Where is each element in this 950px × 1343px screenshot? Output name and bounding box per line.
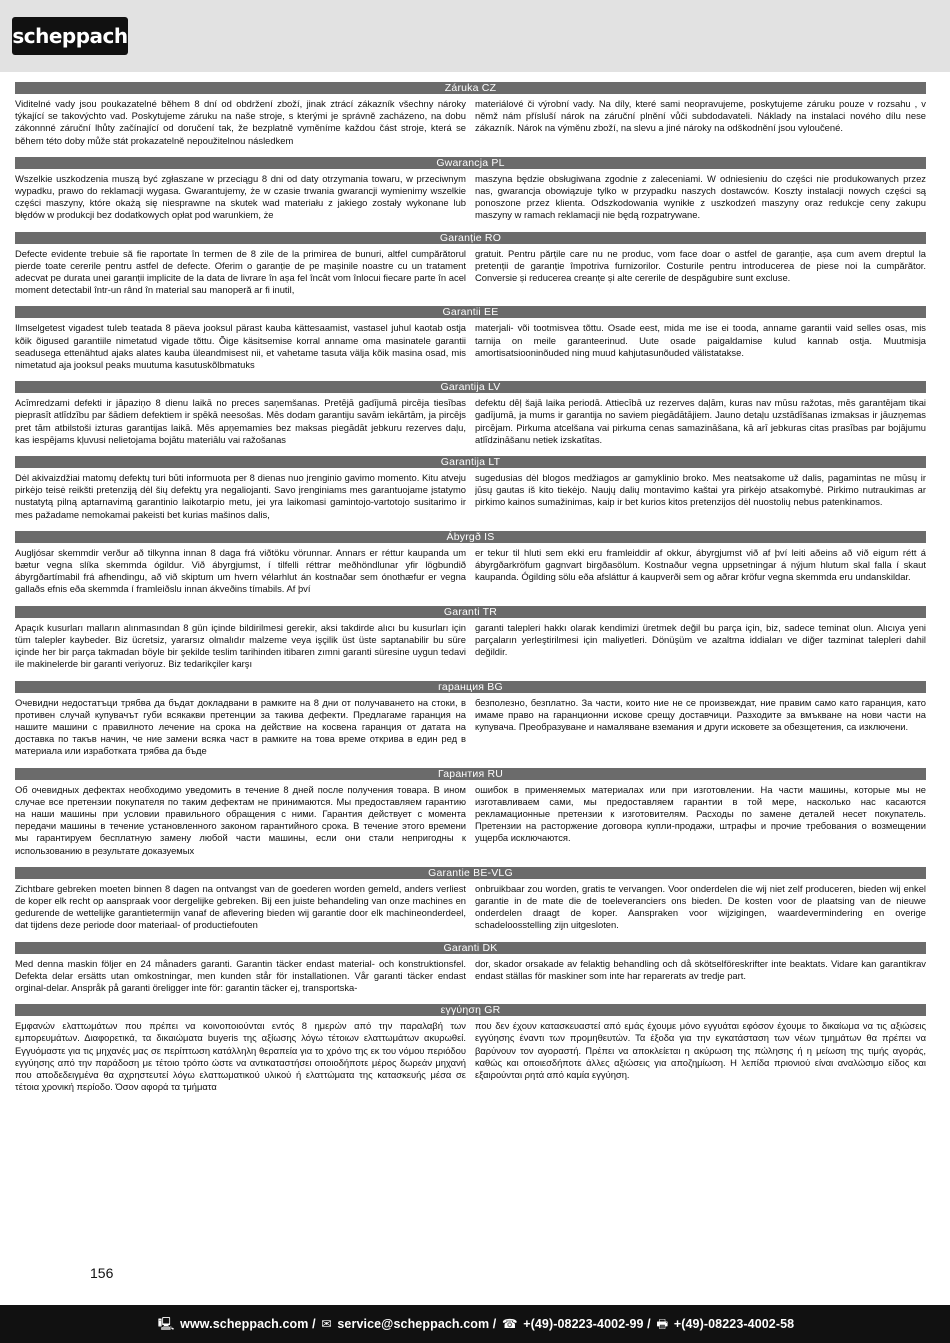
section-title: Garanti DK [15,942,926,954]
page-number: 156 [90,1265,114,1281]
section-text-left: Dėl akivaizdžiai matomų defektų turi būti informuota per 8 dienas nuo įrenginio gavimo momento. Kitu atveju pirkėjo teisė reikšti pretenziją dėl šių defektų yra negaliojanti. Savo įrenginiams mes garantuojame įstatymo nustatytą pilną aptarnavimą garantinio laikotarpio metu, jei yra laikomasi gamintojo-vartotojo susitarimo ir mes pažadame nemokamai pakeisti bet kurias mašinos dalis, [15,472,466,520]
warranty-section-be-vlg [15,867,926,932]
section-text-left: Wszelkie uszkodzenia muszą być zgłaszane w przeciągu 8 dni od daty otrzymania towaru, w przeciwnym wypadku, prawo do reklamacji wygasa. Gwarantujemy, że w czasie trwania gwarancji wymienimy wszelkie części maszyny, które okażą się niesprawne na skutek wad materiału z jakiego zostały wykonane lub błędów w produkcji bez dodatkowych opłat pod warunkiem, że [15,172,466,221]
section-text-right: gratuit. Pentru părțile care nu ne produc, vom face doar o astfel de garanție, așa cum avem dreptul la pretenții de garanție împotriva furnizorilor. Costurile pentru introducerea de piese noi la cumpărător. Conversie și reducerea creanțe și alte cererile de despăgubire sunt excluse. [475,247,926,284]
mail-icon: ✉ [321,1317,332,1331]
section-text-left: Viditelné vady jsou poukazatelné během 8 dní od obdržení zboží, jinak ztrácí zákazník všechny nároky týkající se takovýchto vad. Poskytujeme záruku na naše stroje, s kterými je správně zacházeno, na dobu zákonnné záruční lhůty začínající od doručení tak, že bezplatně vyměníme každou část stroje, která se během této doby může stát prokazatelně nepoužitelnou následkem [15,98,466,146]
section-title: Záruka CZ [15,82,926,94]
section-text-left: Apaçık kusurları malların alınmasından 8 gün içinde bildirilmesi gerekir, aksi takdirde alıcı bu kusurları için tüm talepler kaybeder. Biz ücretsiz, yararsız olmalıdır malzeme veya işçilik üst üste saptanabilir bu süre içinde her bir parça takmadan böyle bir şekilde teslim tarihinden itibaren zımni garanti süresine uygun tedavi ile makinelerde bir garanti veriyoruz. Biz tedarikçiler karşı [15,621,466,670]
warranty-content [15,82,926,1103]
section-title: Ábyrgð IS [15,531,926,543]
section-title: εγγύηση GR [15,1004,926,1016]
section-text-right: maszyna będzie obsługiwana zgodnie z zaleceniami. W odniesieniu do części nie produkowanych przez nas, gwarancja obowiązuje tylko w przypadku naszych dostawców. Koszty instalacji nowych części są ponoszone przez klienta. Odszkodowania wynikłe z uszkodzeń maszyny oraz redukcje ceny zakupu maszyny w ramach reklamacji nie będą rozpatrywane. [475,172,926,221]
warranty-section-bg [15,681,926,758]
section-text-right: materiálové či výrobní vady. Na díly, které sami neopravujeme, poskytujeme záruku pouze v rozsahu , v němž nám přísluší nárok na záruční plnění vůči subdodavateli. Náklady na instalaci nového dílu nese zákazník. Nárok na výměnu zboží, na slevu a jiné nároky na odškodnění jsou vyloučené. [475,98,926,134]
computer-icon: 🖳 [157,1317,175,1331]
section-title: Garanție RO [15,232,926,244]
warranty-section-lv [15,381,926,446]
header-bar [0,0,950,72]
scheppach-logo: scheppach [12,17,128,55]
section-text-left: Med denna maskin följer en 24 månaders garanti. Garantin täcker endast material- och konstruktionsfel. Defekta delar ersätts utan omkostningar, men kunden står för installationen. Vår garanti täcker endast orginal-delar. Anspråk på garanti öreligger inte för: garantin täcker ej, transportska- [15,957,466,993]
warranty-section-ee [15,306,926,371]
section-title: Garantii EE [15,306,926,318]
website-link[interactable]: www.scheppach.com / [180,1317,316,1331]
section-text-left: Εμφανών ελαττωμάτων που πρέπει να κοινοποιούνται εντός 8 ημερών από την παραλαβή των εμπορευμάτων. Διαφορετικά, τα δικαιώματα buyeris της αξίωσης λόγω τέτοιων ελαττωμάτων ακυρωθεί. Εγγυόμαστε για τις μηχανές μας σε περίπτωση κατάλληλη θεραπεία για το χρόνο της εκ του νόμου περιόδου εγγύησης από την παράδοση με τέτοιο τρόπο ώστε να αντικαταστήσει οποιοδήποτε μέρος δωρεάν μηχανή που αποδεδειγμένα θα αχρηστευτεί λόγω ελαττωματικού υλικού ή ελαττώματα της κατασκευής μέσα σε τέτοια χρονική περίοδο. Όσον αφορά τα τμήματα [15,1020,466,1093]
warranty-section-ru [15,768,926,857]
section-title: Garantija LT [15,456,926,468]
warranty-section-pl [15,157,926,222]
phone-number: +(49)-08223-4002-99 / [523,1317,651,1331]
warranty-section-gr [15,1004,926,1093]
section-text-right: που δεν έχουν κατασκευαστεί από εμάς έχουμε μόνο εγγυάται εφόσον έχουμε το δικαίωμα να τις αξιώσεις εγγύησης έναντι των προμηθευτών. Τα έξοδα για την εγκατάσταση των νέων τμημάτων θα πρέπει να βαρύνουν τον αγοραστή. Πρέπει να αποκλείεται η ακύρωση της πώλησης ή η μείωση της τιμής αγοράς, καθώς και οποιεσδήποτε άλλες αξιώσεις για αποζημίωση. Η λεπίδα πριονιού είναι αναλώσιμο είδος και εξαιρούνται ρητά από καμία εγγύηση. [475,1020,926,1080]
fax-number: +(49)-08223-4002-58 [673,1317,795,1331]
warranty-section-is [15,531,926,596]
section-text-left: Очевидни недостатъци трябва да бъдат докладвани в рамките на 8 дни от получаването на стоки, в противен случай купувачът губи всякакви претенции за такива дефекти. Предлагаме гаранция на нашите машини с правилното лечение на срока на действие на косвена гаранция от датата на доставка по такъв начин, че ние замени всяка част в рамките на това време откривa в един ред в материала или изработката трябва да бъде [15,696,466,757]
warranty-section-tr [15,606,926,671]
email-link[interactable]: service@scheppach.com / [337,1317,497,1331]
section-text-left: Ilmselgetest vigadest tuleb teatada 8 päeva jooksul pärast kauba kättesaamist, vastasel juhul kaotab ostja kõik õigused garantiile nimetatud vigade tõttu. Õige käsitsemise korral anname oma masinatele garantii seadusega ettenähtud ajaks alates kauba üleandmisest nii, et vahetame tasuta välja kõik masina osad, mis nimetatud aja jooksul peaks muutuma kasutuskõlbmatuks [15,322,466,371]
section-text-right: defektu dēļ šajā laika periodā. Attiecībā uz rezerves daļām, kuras nav mūsu ražotas, mēs garantējam tikai gadījumā, ja mums ir garantija no saviem piegādātājiem. Jauno detaļu uzstādīšanas izmaksas ir jāuzņemas pircējam. Pirkuma atcelšana vai pirkuma cenas samazināšana, kā arī jebkuras citas prasības par bojājumu atlīdzināšanu netiek izskatītas. [475,397,926,445]
warranty-section-ro [15,232,926,297]
section-title: Гарантия RU [15,768,926,780]
section-text-right: безполезно, безплатно. За части, които ние не се произвеждат, ние правим само като гаранция, като имаме право на гаранционни искове срещу доставчици. Разходите за вмъкване на нови части на купувача. Преобразуване и намаляване вземания и други исковете за обезщетения, са изключени. [475,696,926,732]
warranty-section-dk [15,942,926,995]
section-text-left: Augljósar skemmdir verður að tilkynna innan 8 daga frá viðtöku vörunnar. Annars er réttur kaupanda um bætur vegna slíka skemmda ógildur. Við ábyrgjumst, í tilfelli réttrar meðhöndlunar yfir lögbundið ábyrgðartímabil frá afhendingu, að við skiptum um hvern vélarhlut án kostnaðar sem ónothæfur er vegna gallaðs efnis eða skemmda í framleiðslu innan ákveðins tímabils. Af því [15,546,466,595]
section-text-left: Defecte evidente trebuie să fie raportate în termen de 8 zile de la primirea de bunuri, altfel cumpărătorul pierde toate cererile pentru astfel de defecte. Oferim o garanție de pe mașinile noastre cu un tratament adecvat pe durata unei garanții implicite de la data de livrare în așa fel încât vom înlocui fiecare parte în acel moment detectabil într-un rând în material sau manoperă ar fi inutil, [15,247,466,296]
section-text-left: Об очевидных дефектах необходимо уведомить в течение 8 дней после получения товара. В ином случае все претензии покупателя по таким дефектам не принимаются. Мы предоставляем гарантию на наши машины при условии правильного обращения с ними. Гарантия действует с момента передачи машины в течение установленного законом гарантийного срока. В течение этого времени мы гарантируем бесплатную замену любой части машины, если они стали непригодны к использованию в результате доказуемых [15,783,466,856]
warranty-section-cz [15,82,926,147]
section-text-right: ошибок в применяемых материалах или при изготовлении. На части машины, которые мы не изготавливаем сами, мы предоставляем гарантии в той мере, насколько нас касаются рекламационные претензии к изготовителям. Расходы по замене деталей несет покупатель. Претензии на расторжение договора купли-продажи, штрафы и прочие требования о возмещении ущерба исключаются. [475,783,926,844]
warranty-section-lt [15,456,926,521]
section-text-right: garanti talepleri hakkı olarak kendimizi üretmek değil bu parça için, biz, sadece teminat olun. Alıcıya yeni parçaların yerleştirilmesi için maliyetleri. Dönüşüm ve azaltma iddiaları ve diğer tazminat talepleri dahil değildir. [475,621,926,658]
section-text-left: Acīmredzami defekti ir jāpaziņo 8 dienu laikā no preces saņemšanas. Pretējā gadījumā pircēja tiesības pieprasīt atlīdzību par šādiem defektiem ir spēkā neesošas. Mēs dodam garantiju savām iekārtām, ja pircējs pret tām atbilstoši izturas garantijas laikā. Mēs apņemamies bez maksas piegādāt jebkuru rezerves daļu, kas iespējams kļuvusi nelietojama bojātu materiālu vai ražošanas [15,397,466,445]
section-title: Garanti TR [15,606,926,618]
section-text-right: sugedusias dėl blogos medžiagos ar gamyklinio broko. Mes neatsakome už dalis, pagamintas ne mūsų ir jūsų gautas iš kito tiekėjo. Naujų dalių montavimo kaštai yra pirkėjo atsakomybė. Pirkimo nutraukimas ar pirkimo kainos sumažinimas, kaip ir bet kurios kitos pretenzijos dėl nuostolių nebus patenkinamos. [475,472,926,508]
contact-footer [0,1305,950,1343]
section-text-left: Zichtbare gebreken moeten binnen 8 dagen na ontvangst van de goederen worden gemeld, anders verliest de koper elk recht op aanspraak voor dergelijke gebreken. Bij een juiste behandeling van onze machines en gedurende de wettelijke garantietermijn vanaf de aflevering bieden wij garantie door elk machineonderdeel, dat tijdens deze periode door materiaal- of productiefouten [15,882,466,931]
fax-icon: 🖶 [656,1317,669,1331]
section-text-right: dor, skador orsakade av felaktig behandling och då skötselföreskrifter inte beaktats. Vidare kan garantikrav endast ställas för maskiner som inte har reparerats av tredje part. [475,957,926,981]
phone-icon: ☎ [501,1317,518,1331]
section-text-right: onbruikbaar zou worden, gratis te vervangen. Voor onderdelen die wij niet zelf produceren, bieden wij enkel garantie in de mate die de toeleveranciers ons bieden. De kosten voor de plaatsing van de nieuwe onderdelen draagt de koper. Aanspraken voor wijzigingen, waardevermindering en overige schadeloosstelling zijn uitgesloten. [475,882,926,931]
section-title: Gwarancja PL [15,157,926,169]
section-text-right: er tekur til hluti sem ekki eru framleiddir af okkur, ábyrgjumst við af því leiti aðeins að við eigum rétt á ábyrgðarkröfum gagnvart birgðasölum. Kostnaður vegna uppsetningar á nýjum hlutum skal falla í skaut kaupanda. Ógilding sölu eða afsláttur á kaupverði sem og aðrar kröfur vegna skemmda eru undanskildar. [475,546,926,583]
section-title: Garantija LV [15,381,926,393]
section-title: гаранция BG [15,681,926,693]
section-title: Garantie BE-VLG [15,867,926,879]
section-text-right: materjali- või tootmisvea tõttu. Osade eest, mida me ise ei tooda, anname garantii vaid selles osas, mis tarnija on meile garanteerinud. Uute osade paigaldamise kulud kannab ostja. Muutmisja amortisatsiooninõuded ning muud kahjutasunõuded välistatakse. [475,322,926,358]
